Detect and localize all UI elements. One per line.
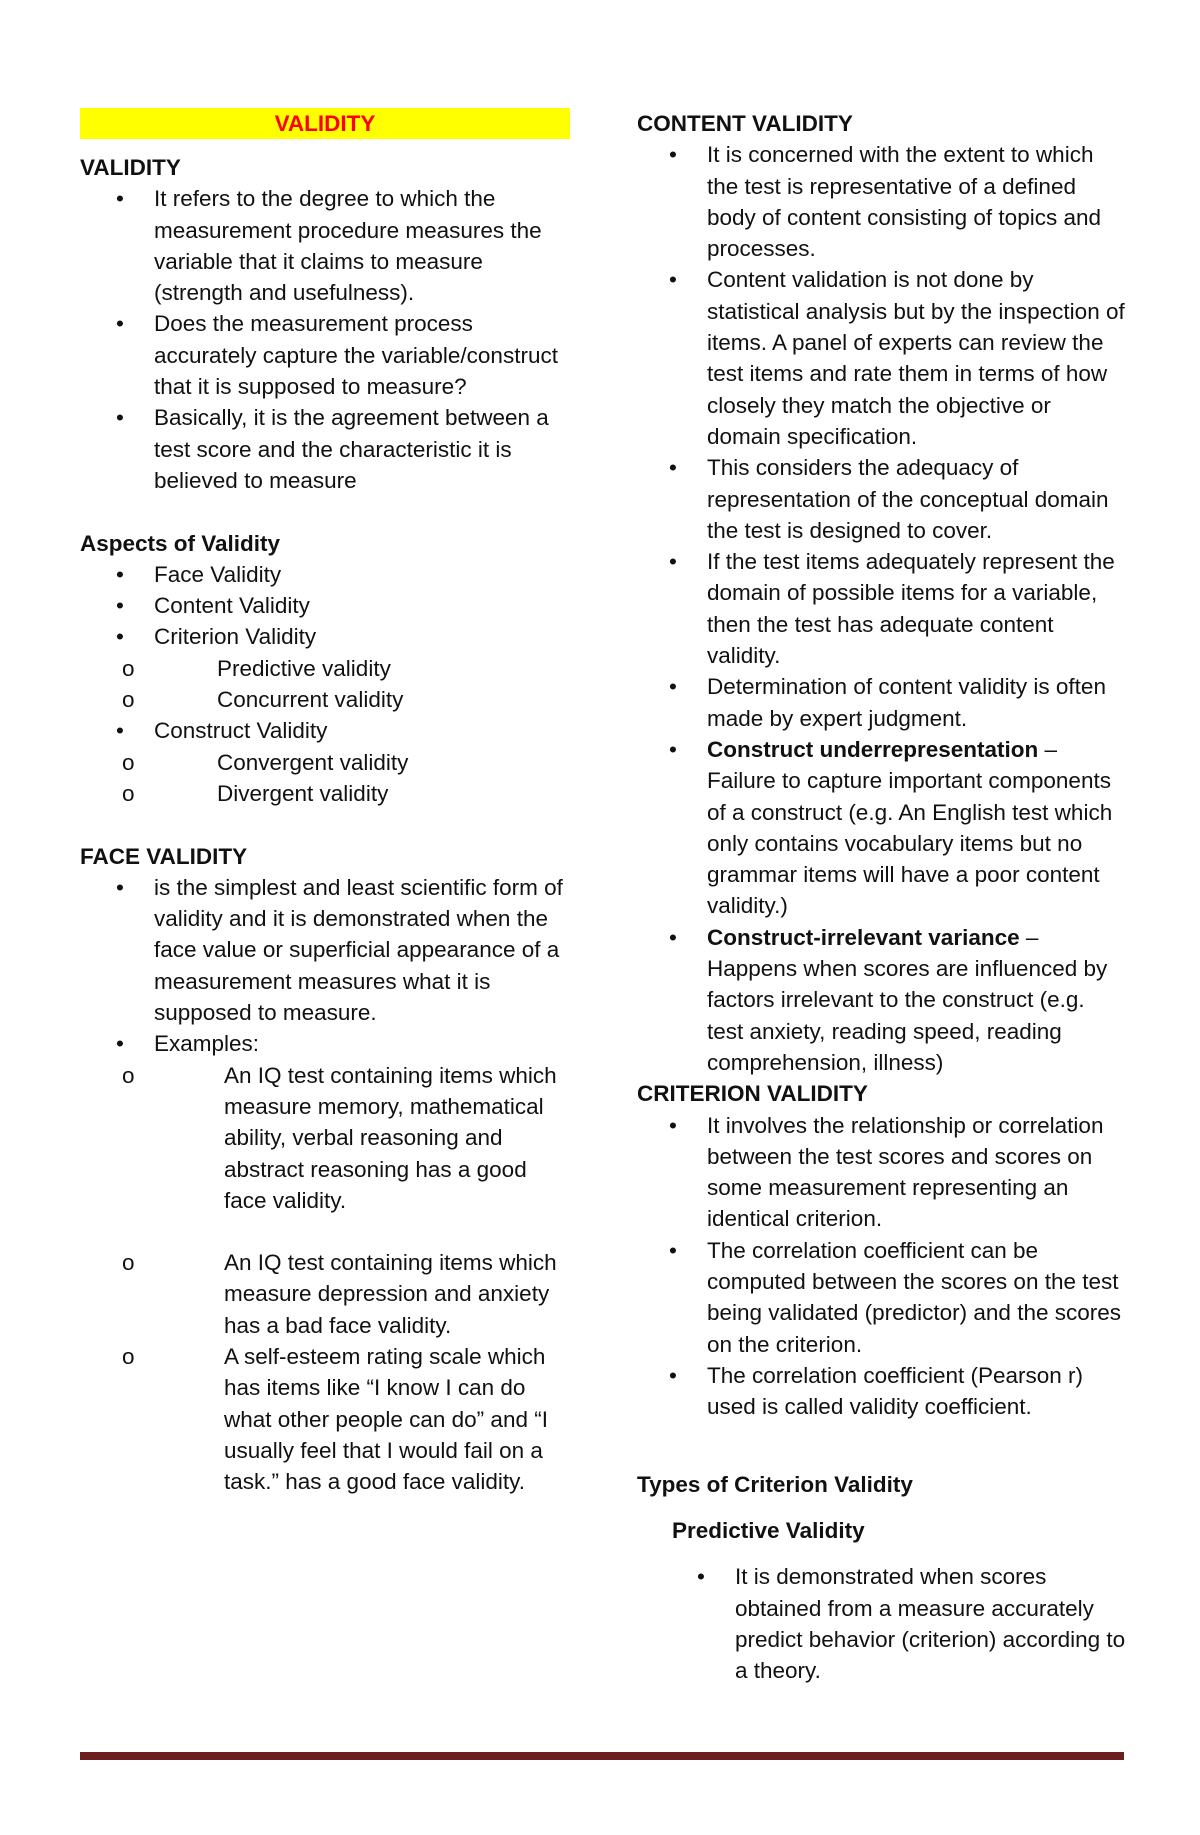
examples-label: Examples: — [154, 1031, 260, 1057]
sublist-item: o Predictive validity — [80, 653, 570, 684]
predictive-validity-list — [637, 1561, 1127, 1686]
aspects-list — [80, 559, 570, 809]
list-item: • Content validation is not done by statistical analysis but by the inspection of items. A panel of experts can review the test items and rate them in terms of how closely they match the objective or domain specification. — [637, 264, 1127, 452]
face-validity-list — [80, 872, 570, 1498]
sublist-item: o Divergent validity — [80, 778, 570, 809]
list-item — [80, 715, 570, 809]
term: Construct underrepresentation — [707, 736, 1039, 762]
sublist-item: o An IQ test containing items which measure depression and anxiety has a bad face validity. — [80, 1247, 570, 1341]
list-item — [80, 621, 570, 715]
list-item: • It is concerned with the extent to which the test is representative of a defined body of content consisting of topics and processes. — [637, 139, 1127, 264]
definition: – Happens when scores are influenced by factors irrelevant to the construct (e.g. test anxiety, reading speed, reading comprehension, illness) — [707, 924, 1108, 1075]
spacer — [80, 1216, 570, 1247]
list-item — [637, 734, 1127, 922]
list-item: • It involves the relationship or correlation between the test scores and scores on some measurement representing an identical criterion. — [637, 1110, 1127, 1235]
right-column — [637, 108, 1127, 1687]
content-validity-heading: CONTENT VALIDITY — [637, 111, 853, 136]
footer-rule — [80, 1752, 1124, 1760]
list-item: • Content Validity — [80, 590, 570, 621]
list-item: • is the simplest and least scientific form of validity and it is demonstrated when the face value or superficial appearance of a measurement measures what it is supposed to measure. — [80, 872, 570, 1028]
sublist-item: o A self-esteem rating scale which has items like “I know I can do what other people can do” and “I usually feel that I would fail on a task.” has a good face validity. — [80, 1341, 570, 1497]
sublist-item: o Concurrent validity — [80, 684, 570, 715]
list-item: • It is demonstrated when scores obtained from a measure accurately predict behavior (criterion) according to a theory. — [637, 1561, 1127, 1686]
list-item-label: Construct Validity — [154, 718, 328, 744]
list-item-label: Criterion Validity — [154, 624, 317, 650]
term: Construct-irrelevant variance — [707, 924, 1020, 950]
left-column — [80, 108, 570, 1497]
criterion-validity-heading: CRITERION VALIDITY — [637, 1081, 868, 1107]
list-item: • Face Validity — [80, 559, 570, 590]
list-item: • Determination of content validity is often made by expert judgment. — [637, 671, 1127, 734]
validity-list — [80, 183, 570, 496]
criterion-validity-list — [637, 1110, 1127, 1423]
list-item: • Does the measurement process accurately capture the variable/construct that it is supposed to measure? — [80, 308, 570, 402]
aspects-heading: Aspects of Validity — [80, 530, 281, 556]
validity-heading: VALIDITY — [80, 155, 181, 180]
construct-sublist — [80, 747, 570, 810]
criterion-sublist — [80, 653, 570, 716]
definition: – Failure to capture important components of a construct (e.g. An English test which only contains vocabulary items but no grammar items will have a poor content validity.) — [707, 736, 1113, 919]
list-item: • If the test items adequately represent the domain of possible items for a variable, then the test has adequate content validity. — [637, 546, 1127, 671]
list-item: • The correlation coefficient (Pearson r) used is called validity coefficient. — [637, 1360, 1127, 1423]
predictive-validity-heading: Predictive Validity — [672, 1518, 865, 1544]
list-item — [80, 1028, 570, 1497]
content-validity-list — [637, 139, 1127, 1078]
examples-sublist — [80, 1060, 570, 1498]
sublist-item: o An IQ test containing items which measure memory, mathematical ability, verbal reasoning and abstract reasoning has a good face validity. — [80, 1060, 570, 1216]
types-heading: Types of Criterion Validity — [637, 1471, 913, 1497]
face-validity-heading: FACE VALIDITY — [80, 843, 248, 869]
list-item: • Basically, it is the agreement between a test score and the characteristic it is believed to measure — [80, 402, 570, 496]
list-item: • It refers to the degree to which the measurement procedure measures the variable that it claims to measure (strength and usefulness). — [80, 183, 570, 308]
sublist-item: o Convergent validity — [80, 747, 570, 778]
list-item: • This considers the adequacy of representation of the conceptual domain the test is designed to cover. — [637, 452, 1127, 546]
list-item — [637, 922, 1127, 1078]
document-title: VALIDITY — [80, 108, 570, 139]
list-item: • The correlation coefficient can be computed between the scores on the test being validated (predictor) and the scores on the criterion. — [637, 1235, 1127, 1360]
